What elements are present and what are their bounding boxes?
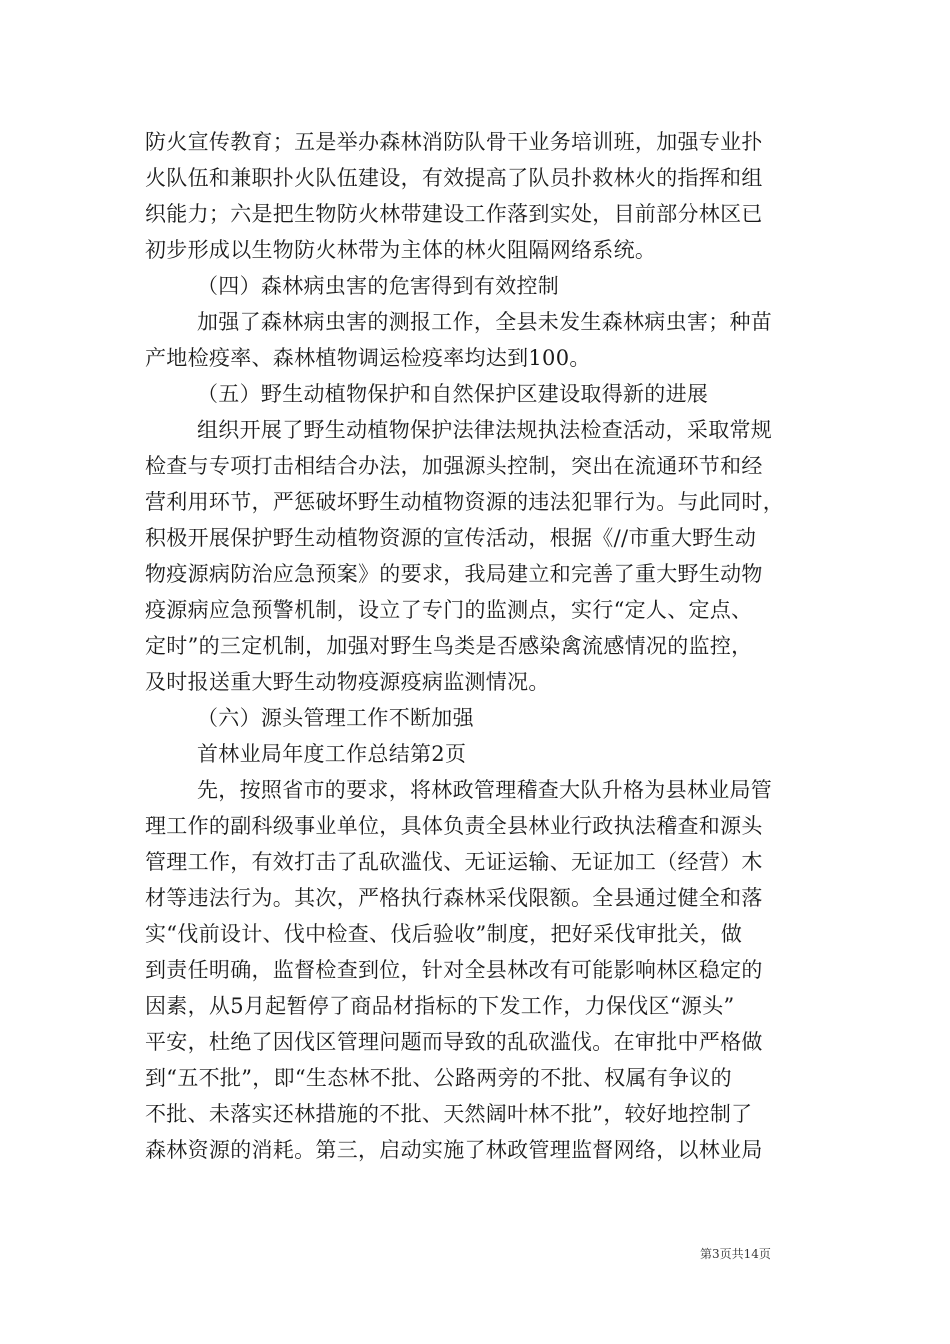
paragraph-line: 森林资源的消耗。第三，启动实施了林政管理监督网络，以林业局 [145, 1138, 763, 1162]
paragraph-line: 积极开展保护野生动植物资源的宣传活动，根据《//市重大野生动 [145, 526, 757, 550]
paragraph-line: 到责任明确，监督检查到位，针对全县林改有可能影响林区稳定的 [145, 958, 763, 982]
paragraph-line: 材等违法行为。其次，严格执行森林采伐限额。全县通过健全和落 [145, 886, 763, 910]
paragraph-line: 织能力；六是把生物防火林带建设工作落到实处，目前部分林区已 [145, 202, 763, 226]
paragraph-line: 营利用环节，严惩破坏野生动植物资源的违法犯罪行为。与此同时， [145, 490, 784, 514]
paragraph-line: 及时报送重大野生动物疫源疫病监测情况。 [145, 670, 550, 694]
paragraph-line: 加强了森林病虫害的测报工作，全县未发生森林病虫害；种苗 [197, 310, 773, 334]
paragraph-line: 定时”的三定机制，加强对野生鸟类是否感染禽流感情况的监控， [145, 634, 753, 658]
paragraph-line: 因素，从5月起暂停了商品材指标的下发工作，力保伐区“源头” [145, 994, 735, 1018]
paragraph-line: 平安，杜绝了因伐区管理问题而导致的乱砍滥伐。在审批中严格做 [145, 1030, 763, 1054]
paragraph-line: 实“伐前设计、伐中检查、伐后验收”制度，把好采伐审批关，做 [145, 922, 743, 946]
paragraph-line: 首林业局年度工作总结第2页 [197, 742, 467, 766]
paragraph-line: 防火宣传教育；五是举办森林消防队骨干业务培训班，加强专业扑 [145, 130, 763, 154]
paragraph-line: 先，按照省市的要求，将林政管理稽查大队升格为县林业局管 [197, 778, 773, 802]
paragraph-line: 不批、未落实还林措施的不批、天然阔叶林不批”，较好地控制了 [145, 1102, 753, 1126]
page-number-footer: 第3页共14页 [700, 1247, 771, 1261]
paragraph-line: 检查与专项打击相结合办法，加强源头控制，突出在流通环节和经 [145, 454, 763, 478]
paragraph-line: 物疫源病防治应急预案》的要求，我局建立和完善了重大野生动物 [145, 562, 763, 586]
section-heading: （四）森林病虫害的危害得到有效控制 [197, 274, 560, 298]
paragraph-line: 疫源病应急预警机制，设立了专门的监测点，实行“定人、定点、 [145, 598, 753, 622]
section-heading: （五）野生动植物保护和自然保护区建设取得新的进展 [197, 382, 709, 406]
paragraph-line: 火队伍和兼职扑火队伍建设，有效提高了队员扑救林火的指挥和组 [145, 166, 763, 190]
section-heading: （六）源头管理工作不断加强 [197, 706, 474, 730]
paragraph-line: 管理工作，有效打击了乱砍滥伐、无证运输、无证加工（经营）木 [145, 850, 763, 874]
paragraph-line: 组织开展了野生动植物保护法律法规执法检查活动，采取常规 [197, 418, 773, 442]
paragraph-line: 初步形成以生物防火林带为主体的林火阻隔网络系统。 [145, 238, 657, 262]
paragraph-line: 到“五不批”，即“生态林不批、公路两旁的不批、权属有争议的 [145, 1066, 732, 1090]
paragraph-line: 产地检疫率、森林植物调运检疫率均达到100。 [145, 346, 591, 370]
paragraph-line: 理工作的副科级事业单位，具体负责全县林业行政执法稽查和源头 [145, 814, 763, 838]
